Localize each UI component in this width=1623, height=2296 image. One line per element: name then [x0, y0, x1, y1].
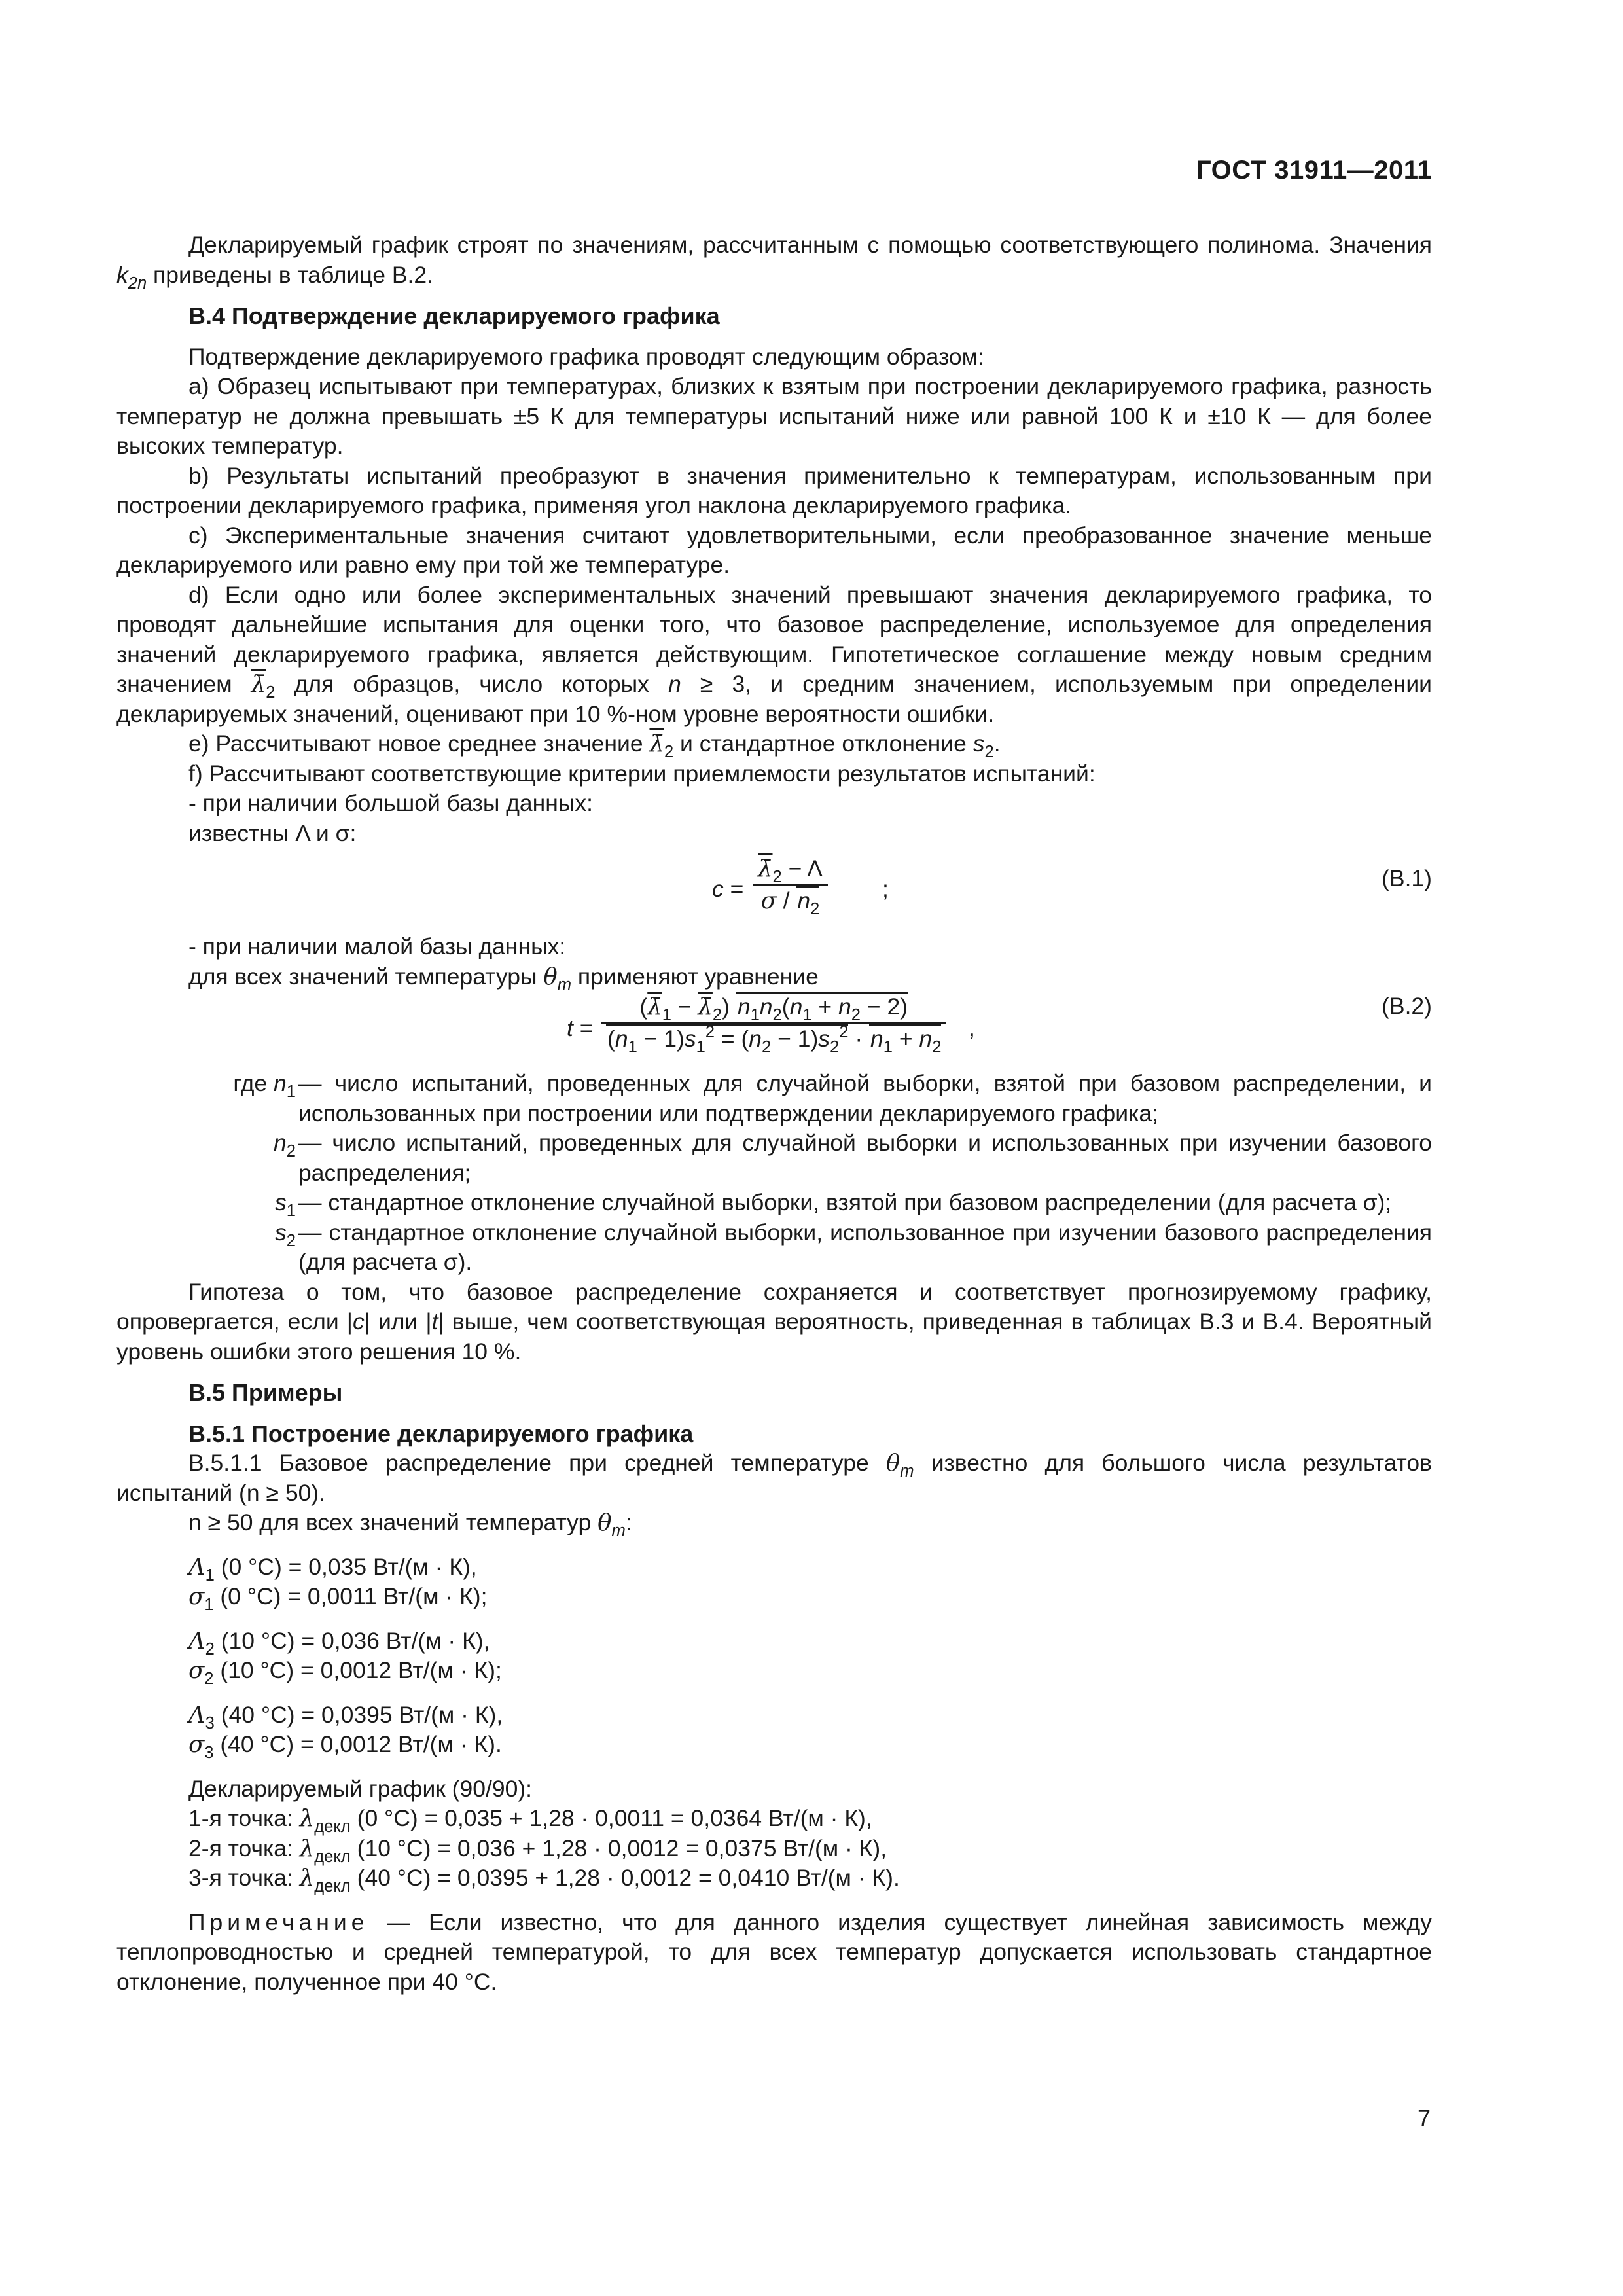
small-db-label: - при наличии малой базы данных: [188, 933, 566, 960]
b511-paragraph: В.5.1.1 Базовое распределение при средней температуре $\theta_m$ известно для большого числа результатов испытаний (n ≥ 50). [116, 1450, 1432, 1506]
formula-b2: t = $\frac{(\lambdā_1 - \lambdā_2) n_1n_2(n_1 + n_2 - 2)}{(n_1 - 1)s_1^2 = (n_2 - 1)s_2^2 \cdot n_1 + n_2}$ , (В.2) [567, 993, 1432, 1056]
formula-b2-number: (В.2) [1382, 993, 1432, 1019]
hypothesis-paragraph: Гипотеза о том, что базовое распределение сохраняется и соответствует прогнозируемому графику, опровергается, если |c| или |t| выше, чем соответствующая вероятность, приведенная в таблицах В.3 и В.4. Вероятный уровень ошибки этого решения 10 %. [116, 1278, 1433, 1365]
definition-n1: где $n_1$ — число испытаний, проведенных для случайной выборки, взятой при базовом распределении, и использованных при построении или подтверждении декларируемого графика; [233, 1070, 1432, 1126]
value-sigma3: $\sigma_3$ (40 °С) = 0,0012 Вт/(м · К). [188, 1731, 502, 1762]
b511-condition: n ≥ 50 для всех значений температур $\theta_m$: [188, 1509, 632, 1540]
definition-s1: $s_1$ — стандартное отклонение случайной выборки, взятой при базовом распределении (для расчета σ); [275, 1189, 1392, 1220]
declared-point-1: 1-я точка: $\lambda_{декл}$ (0 °С) = 0,035 + 1,28 · 0,0011 = 0,0364 Вт/(м · К), [188, 1805, 872, 1836]
b4-item-a: а) Образец испытывают при температурах, близких к взятым при построении декларируемого графика, разность температур не должна превышать ±5 К для температуры испытаний ниже или равной 100 К и ±10 К — для более высоких температур. [116, 373, 1432, 459]
declared-graph-label: Декларируемый график (90/90): [188, 1775, 533, 1802]
declared-point-3: 3-я точка: $\lambda_{декл}$ (40 °С) = 0,0395 + 1,28 · 0,0012 = 0,0410 Вт/(м · К). [188, 1865, 900, 1895]
section-b51-title: В.5.1 Построение декларируемого графика [188, 1420, 694, 1447]
page-number: 7 [1417, 2105, 1431, 2132]
definitions-list [116, 1069, 1432, 1278]
note-label: Примечание [188, 1909, 369, 1935]
b4-item-d: d) Если одно или более экспериментальных значений превышают значения декларируемого графика, то проводят дальнейшие испытания для оценки того, что базовое распределение, используемое для определения значений декларируемого графика, является действующим. Гипотетическое соглашение между новым средним значением $\lambdā_2$ для образцов, число которых n ≥ 3, и средним значением, используемым при определении декларируемых значений, оценивают при 10 %-ном уровне вероятности ошибки. [116, 581, 1433, 727]
b4-item-c: c) Экспериментальные значения считают удовлетворительными, если преобразованное значение меньше декларируемого или равно ему при той же температуре. [116, 522, 1432, 578]
known-params: известны Λ и σ: [188, 819, 357, 846]
intro-paragraph: Декларируемый график строят по значениям, рассчитанным с помощью соответствующего полинома. Значения $k_{2n}$ приведены в таблице В.2. [116, 232, 1432, 293]
section-b4-title: В.4 Подтверждение декларируемого графика [188, 302, 720, 329]
value-lambda1: $\Lambda_1$ (0 °С) = 0,035 Вт/(м · К), [188, 1553, 477, 1585]
large-db-label: - при наличии большой базы данных: [188, 790, 593, 816]
section-b5-title: В.5 Примеры [188, 1379, 343, 1406]
definition-s2: $s_2$ — стандартное отклонение случайной выборки, использованное при изучении базового распределения (для расчета σ). [275, 1219, 1432, 1275]
definition-n2: $n_2$ — число испытаний, проведенных для случайной выборки и использованных при изучении базового распределения; [274, 1130, 1432, 1186]
b4-item-b: b) Результаты испытаний преобразуют в значения применительно к температурам, использованным при построении декларируемого графика, применяя угол наклона декларируемого графика. [116, 462, 1432, 518]
b4-item-f: f) Рассчитывают соответствующие критерии приемлемости результатов испытаний: [188, 760, 1096, 787]
formula-b1-number: (В.1) [1382, 865, 1432, 891]
document-header: ГОСТ 31911—2011 [1196, 156, 1432, 185]
document-body [116, 230, 1432, 1997]
all-temps-text: для всех значений температуры $\theta_m$ применяют уравнение [188, 963, 819, 994]
value-sigma1: $\sigma_1$ (0 °С) = 0,0011 Вт/(м · К); [188, 1583, 488, 1614]
b4-item-e: e) Рассчитывают новое среднее значение $\lambdā_2$ и стандартное отклонение $s_2$. [188, 730, 1001, 761]
b4-lead: Подтверждение декларируемого графика проводят следующим образом: [188, 343, 984, 370]
formula-b1: c = $\frac{\lambdā_2 - \Lambda}{\sigma / n_2}$ ; (В.1) [116, 848, 1432, 932]
value-lambda2: $\Lambda_2$ (10 °С) = 0,036 Вт/(м · К), [188, 1627, 490, 1659]
value-sigma2: $\sigma_2$ (10 °С) = 0,0012 Вт/(м · К); [188, 1657, 502, 1688]
note-paragraph: Примечание — Если известно, что для данного изделия существует линейная зависимость между теплопроводностью и средней температурой, то для всех температур допускается использовать стандартное отклонение, полученное при 40 °С. [116, 1909, 1432, 1995]
value-lambda3: $\Lambda_3$ (40 °С) = 0,0395 Вт/(м · К), [188, 1701, 503, 1732]
declared-point-2: 2-я точка: $\lambda_{декл}$ (10 °С) = 0,036 + 1,28 · 0,0012 = 0,0375 Вт/(м · К), [188, 1835, 887, 1866]
